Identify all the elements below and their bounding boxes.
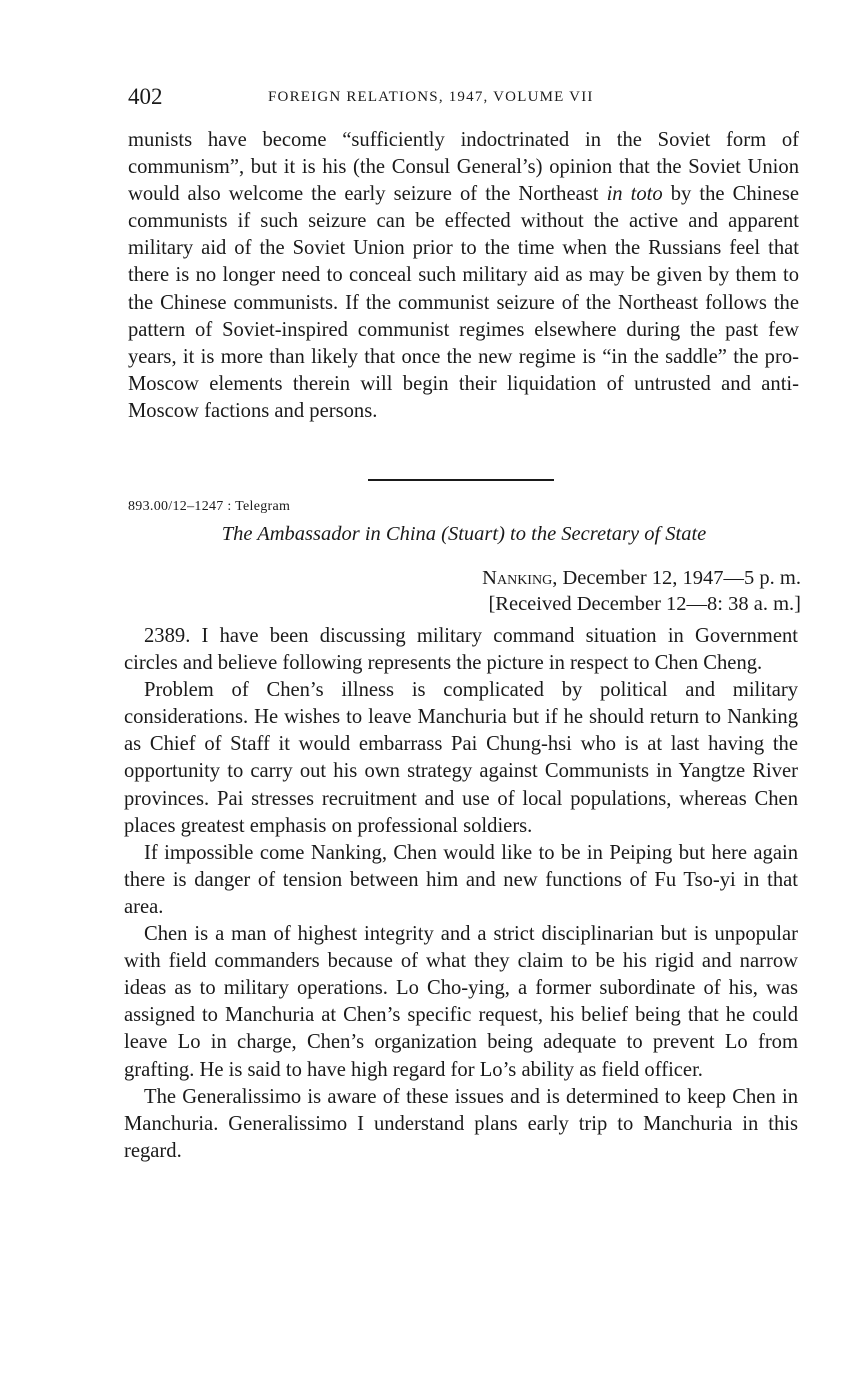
body-paragraph: Chen is a man of highest integrity and a strict disciplinarian but is unpopular with field commanders because of what they claim to be his rigid and narrow ideas as to military operations. Lo Cho-ying, a former subordinate of his, was assigned to Manchuria at Chen’s specific request, his belief being that he could leave Lo in charge, Chen’s organization being adequate to prevent Lo from grafting. He is said to have high regard for Lo’s ability as field officer.: [124, 923, 798, 1081]
document-title: The Ambassador in China (Stuart) to the Secretary of State: [221, 523, 707, 545]
body-paragraph: If impossible come Nanking, Chen would like to be in Peiping but here again there is danger of tension between him and new functions of Fu Tso-yi in that area.: [124, 841, 798, 918]
dateline-place: Nanking: [482, 567, 553, 589]
continued-text-part-a: munists have become “sufficiently indoctrinated in the Soviet form of communism”, but it is his (the Consul General’s) opinion that the Soviet Union would also welcome the early seizure of the Northeast: [128, 129, 799, 206]
page-header: [128, 84, 800, 114]
body-paragraph: Problem of Chen’s illness is complicated by political and military considerations. He wishes to leave Manchuria but if he should return to Nanking as Chief of Staff it would embarrass Pai Chung-hsi who is at last having the opportunity to carry out his own strategy against Communists in Yangtze River provinces. Pai stresses recruitment and use of local populations, whereas Chen places greatest emphasis on professional soldiers.: [124, 679, 798, 837]
continued-text-italic: in toto: [606, 183, 663, 206]
page-number: 402: [128, 84, 163, 109]
body-paragraph: The Generalissimo is aware of these issues and is determined to keep Chen in Manchuria. Generalissimo I understand plans early trip to Manchuria in this regard.: [124, 1085, 798, 1162]
telegram-body: [124, 623, 798, 1165]
dateline-date: , December 12, 1947—5 p. m.: [552, 567, 801, 589]
body-paragraph: 2389. I have been discussing military command situation in Government circles and believe following represents the picture in respect to Chen Cheng.: [124, 625, 798, 675]
received-line: [Received December 12—8: 38 a. m.]: [488, 593, 801, 615]
continued-text-part-b: by the Chinese communists if such seizure can be effected without the active and apparent military aid of the Soviet Union prior to the time when the Russians feel that there is no longer need to conceal such military aid as may be given by them to the Chinese communists. If the communist seizure of the Northeast follows the pattern of Soviet-inspired communist regimes elsewhere during the past few years, it is more than likely that once the new regime is “in the saddle” the pro-Moscow elements therein will begin their liquidation of untrusted and anti-Moscow factions and persons.: [128, 183, 799, 422]
section-divider: [368, 479, 554, 481]
running-head: FOREIGN RELATIONS, 1947, VOLUME VII: [268, 89, 594, 105]
continued-paragraph: [128, 127, 799, 425]
document-file-reference: 893.00/12–1247 : Telegram: [128, 499, 291, 514]
continued-text-block: [128, 127, 799, 425]
dateline: [482, 567, 801, 590]
